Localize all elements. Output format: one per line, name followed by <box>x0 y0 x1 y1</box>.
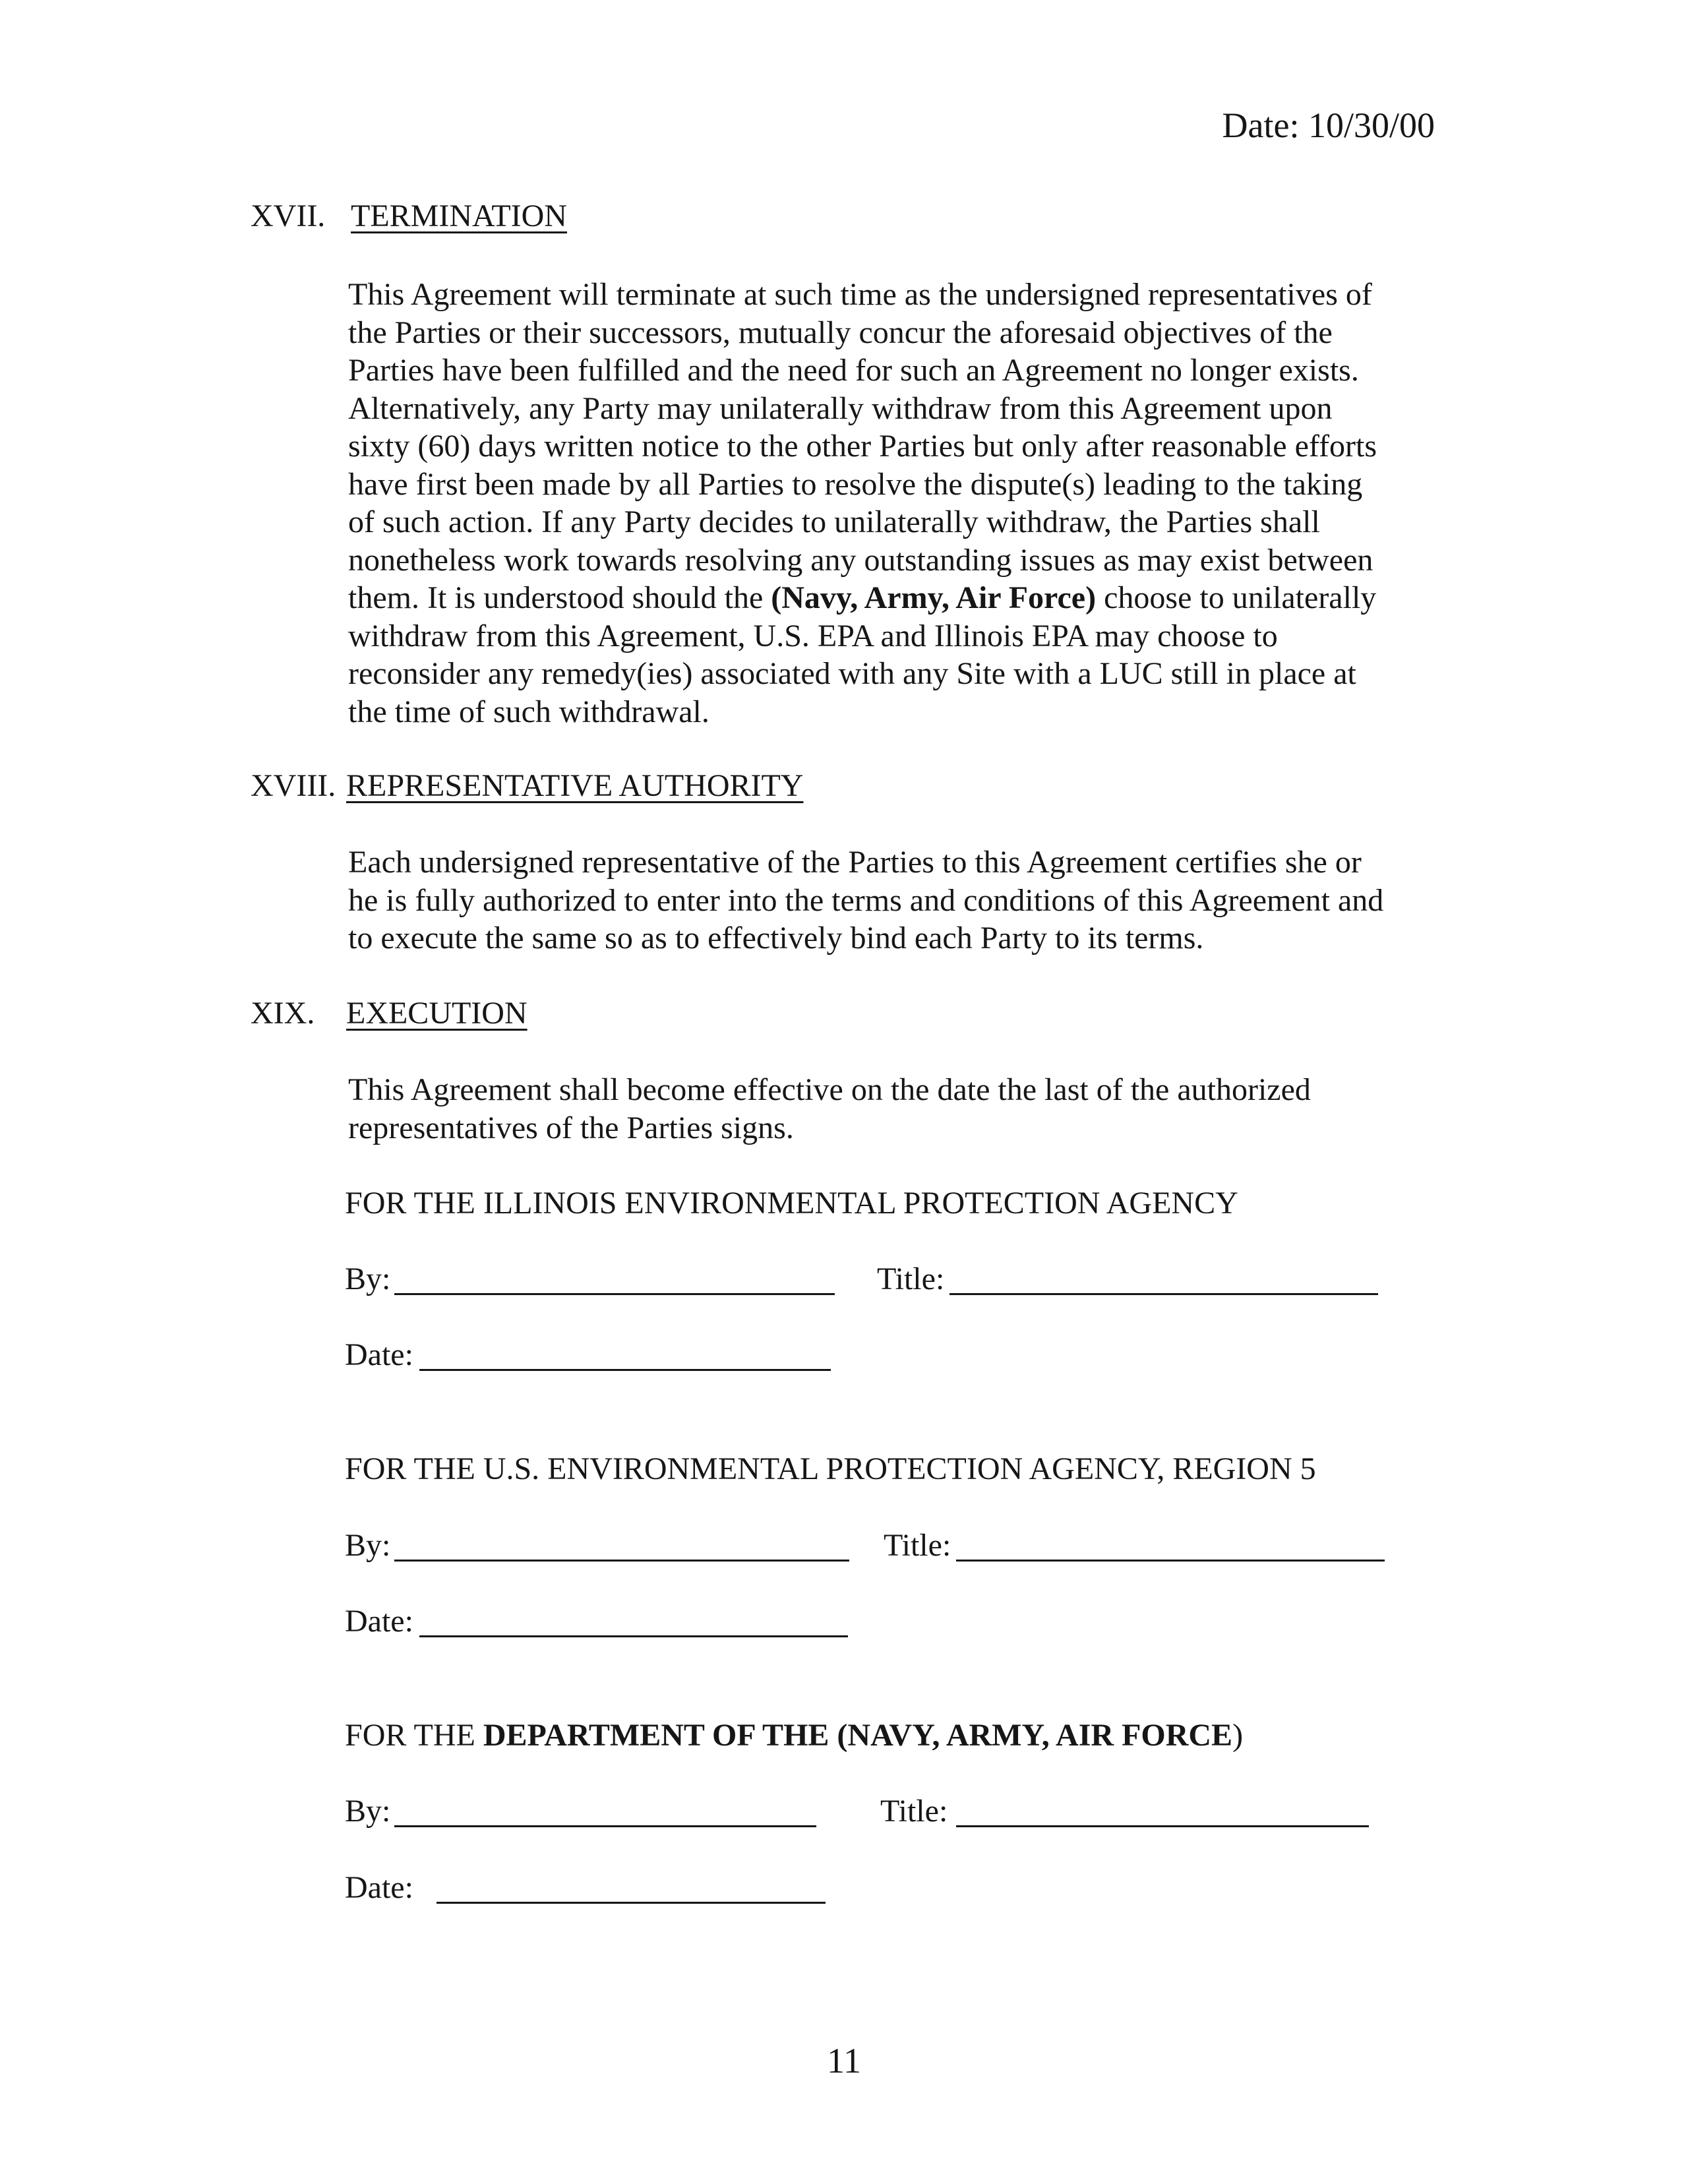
paragraph-line-with-bold <box>348 579 1443 617</box>
agency-suffix: ) <box>1232 1718 1244 1753</box>
by-label: By: <box>345 1794 391 1829</box>
document-date: Date: 10/30/00 <box>1222 106 1435 145</box>
us-epa-by-signature-line[interactable] <box>394 1560 849 1562</box>
paragraph-line: Parties have been fulfilled and the need for such an Agreement no longer exists. <box>348 353 1359 388</box>
illinois-date-line[interactable] <box>419 1369 831 1371</box>
authority-paragraph <box>348 843 1443 957</box>
page-number: 11 <box>827 2041 861 2080</box>
signature-agency-us-epa-region-5: FOR THE U.S. ENVIRONMENTAL PROTECTION AGENCY, REGION 5 <box>345 1451 1316 1486</box>
paragraph-line: This Agreement will terminate at such time as the undersigned representatives of <box>348 277 1372 312</box>
paragraph-line: sixty (60) days written notice to the other Parties but only after reasonable efforts <box>348 429 1377 464</box>
paragraph-line: have first been made by all Parties to resolve the dispute(s) leading to the taking <box>348 466 1363 502</box>
title-label: Title: <box>880 1794 948 1829</box>
date-label: Date: <box>345 1337 413 1372</box>
paragraph-line: withdraw from this Agreement, U.S. EPA and Illinois EPA may choose to <box>348 618 1278 653</box>
paragraph-line: Alternatively, any Party may unilaterally withdraw from this Agreement upon <box>348 390 1333 426</box>
us-epa-date-line[interactable] <box>419 1635 848 1637</box>
termination-paragraph <box>348 276 1443 731</box>
paragraph-line: the time of such withdrawal. <box>348 694 709 729</box>
signature-agency-illinois-epa: FOR THE ILLINOIS ENVIRONMENTAL PROTECTION AGENCY <box>345 1186 1238 1221</box>
paragraph-line: the Parties or their successors, mutually concur the aforesaid objectives of the <box>348 315 1333 350</box>
title-label: Title: <box>884 1528 951 1563</box>
paragraph-line: of such action. If any Party decides to unilaterally withdraw, the Parties shall <box>348 504 1320 539</box>
execution-paragraph <box>348 1071 1443 1147</box>
agency-bold-name: DEPARTMENT OF THE (NAVY, ARMY, AIR FORCE <box>483 1718 1233 1753</box>
agency-prefix: FOR THE <box>345 1718 483 1753</box>
paragraph-line: he is fully authorized to enter into the terms and conditions of this Agreement and <box>348 882 1384 918</box>
department-by-signature-line[interactable] <box>394 1825 816 1827</box>
department-title-line[interactable] <box>956 1825 1369 1827</box>
section-title-termination: TERMINATION <box>351 198 567 233</box>
paragraph-line: This Agreement shall become effective on the date the last of the authorized <box>348 1072 1311 1107</box>
illinois-title-line[interactable] <box>950 1293 1378 1295</box>
date-label: Date: <box>345 1604 413 1639</box>
paragraph-line: nonetheless work towards resolving any outstanding issues as may exist between <box>348 542 1373 578</box>
signature-agency-department-of-the-services <box>345 1716 1243 1755</box>
department-date-line[interactable] <box>437 1902 826 1904</box>
by-label: By: <box>345 1261 391 1296</box>
illinois-by-signature-line[interactable] <box>394 1293 835 1295</box>
line-lead-text: them. It is understood should the <box>348 580 771 615</box>
paragraph-line: representatives of the Parties signs. <box>348 1110 794 1145</box>
line-tail-text: choose to unilaterally <box>1096 580 1377 615</box>
paragraph-line: reconsider any remedy(ies) associated with any Site with a LUC still in place at <box>348 656 1356 691</box>
by-label: By: <box>345 1528 391 1563</box>
bold-services-phrase: (Navy, Army, Air Force) <box>771 580 1097 615</box>
section-number-xvii: XVII. <box>251 198 326 233</box>
section-title-representative-authority: REPRESENTATIVE AUTHORITY <box>346 768 804 803</box>
paragraph-line: to execute the same so as to effectively bind each Party to its terms. <box>348 921 1204 956</box>
us-epa-title-line[interactable] <box>956 1560 1385 1562</box>
paragraph-line: Each undersigned representative of the Parties to this Agreement certifies she or <box>348 845 1362 880</box>
date-label: Date: <box>345 1870 413 1905</box>
section-number-xix: XIX. <box>251 996 315 1031</box>
section-title-execution: EXECUTION <box>346 996 528 1031</box>
section-number-xviii: XVIII. <box>251 768 336 803</box>
title-label: Title: <box>877 1261 945 1296</box>
